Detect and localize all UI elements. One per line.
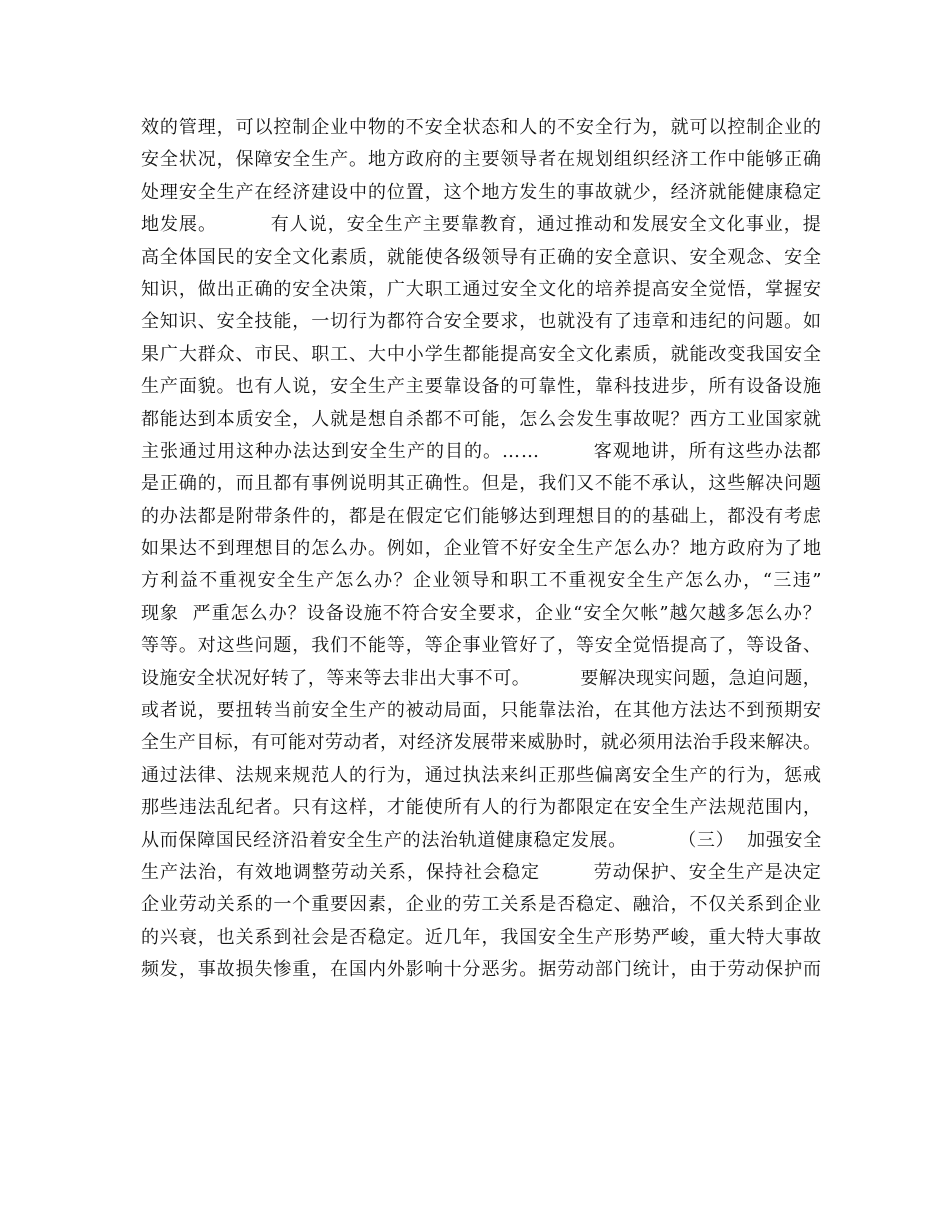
text-line: 生产面貌。也有人说，安全生产主要靠设备的可靠性，靠科技进步，所有设备设施 bbox=[141, 376, 822, 398]
text-line: 等等。对这些问题，我们不能等，等企事业管好了，等安全觉悟提高了，等设备、 bbox=[141, 635, 822, 657]
text-line: 效的管理，可以控制企业中物的不安全状态和人的不安全行为，就可以控制企业的 bbox=[141, 117, 822, 138]
text-line: 方利益不重视安全生产怎么办？企业领导和职工不重视安全生产怎么办，“三违” bbox=[141, 570, 823, 592]
text-line: 果广大群众、市民、职工、大中小学生都能提高安全文化素质，就能改变我国安全 bbox=[141, 343, 822, 365]
text-line: 频发，事故损失惨重，在国内外影响十分恶劣。据劳动部门统计，由于劳动保护而 bbox=[141, 959, 822, 981]
text-line: 或者说，要扭转当前安全生产的被动局面，只能靠法治，在其他方法达不到预期安 bbox=[141, 700, 822, 722]
text-line: 地发展。 有人说，安全生产主要靠教育，通过推动和发展安全文化事业，提 bbox=[141, 214, 822, 236]
text-line: 是正确的，而且都有事例说明其正确性。但是，我们又不能不承认，这些解决问题 bbox=[141, 473, 822, 495]
text-line: 全知识、安全技能，一切行为都符合安全要求，也就没有了违章和违纪的问题。如 bbox=[141, 311, 822, 333]
text-line: 高全体国民的安全文化素质，就能使各级领导有正确的安全意识、安全观念、安全 bbox=[141, 246, 822, 268]
text-line: 从而保障国民经济沿着安全生产的法治轨道健康稳定发展。 （三） 加强安全 bbox=[141, 829, 822, 851]
text-line: 都能达到本质安全，人就是想自杀都不可能，怎么会发生事故呢？西方工业国家就 bbox=[141, 408, 822, 430]
text-line: 现象 严重怎么办？设备设施不符合安全要求，企业“安全欠帐”越欠越多怎么办？ bbox=[141, 602, 822, 624]
text-line: 处理安全生产在经济建设中的位置，这个地方发生的事故就少，经济就能健康稳定 bbox=[141, 181, 822, 203]
text-line: 全生产目标，有可能对劳动者，对经济发展带来威胁时，就必须用法治手段来解决。 bbox=[141, 732, 822, 754]
text-line: 如果达不到理想目的怎么办。例如，企业管不好安全生产怎么办？地方政府为了地 bbox=[141, 538, 822, 560]
text-line: 主张通过用这种办法达到安全生产的目的。…… 客观地讲，所有这些办法都 bbox=[141, 440, 822, 462]
text-line: 企业劳动关系的一个重要因素，企业的劳工关系是否稳定、融洽，不仅关系到企业 bbox=[141, 894, 822, 916]
text-line: 设施安全状况好转了，等来等去非出大事不可。 要解决现实问题，急迫问题， bbox=[141, 667, 822, 689]
text-line: 生产法治，有效地调整劳动关系，保持社会稳定 劳动保护、安全生产是决定 bbox=[141, 861, 822, 883]
text-line: 知识，做出正确的安全决策，广大职工通过安全文化的培养提高安全觉悟，掌握安 bbox=[141, 278, 822, 300]
body-text bbox=[141, 112, 821, 987]
text-line: 的兴衰，也关系到社会是否稳定。近几年，我国安全生产形势严峻，重大特大事故 bbox=[141, 926, 822, 948]
text-line: 通过法律、法规来规范人的行为，通过执法来纠正那些偏离安全生产的行为，惩戒 bbox=[141, 764, 822, 786]
text-line: 那些违法乱纪者。只有这样，才能使所有人的行为都限定在安全生产法规范围内， bbox=[141, 797, 822, 819]
text-line: 安全状况，保障安全生产。地方政府的主要领导者在规划组织经济工作中能够正确 bbox=[141, 149, 822, 171]
text-line: 的办法都是附带条件的，都是在假定它们能够达到理想目的的基础上，都没有考虑 bbox=[141, 505, 822, 527]
